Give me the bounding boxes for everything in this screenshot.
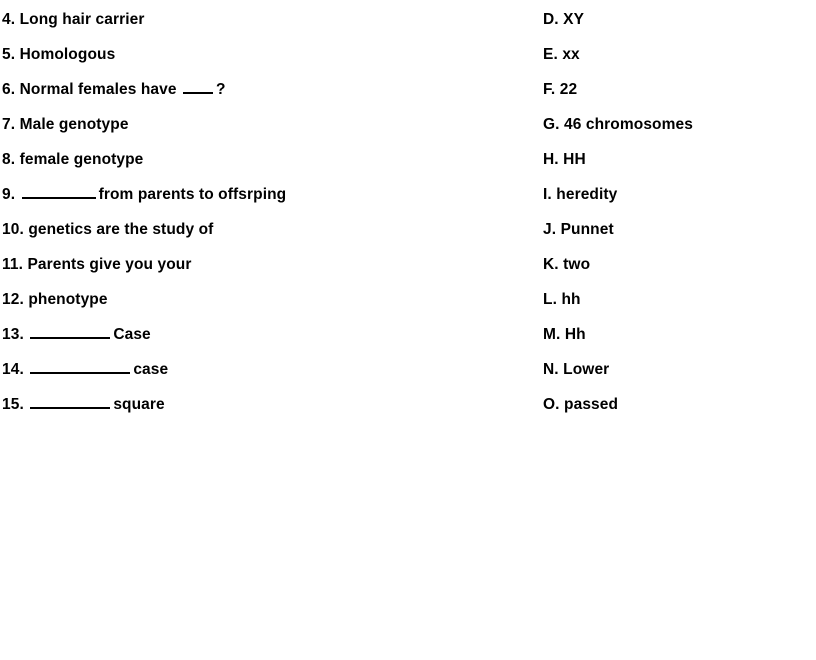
question-text: female genotype [19,151,144,168]
matching-row [0,79,816,114]
answer-blank[interactable] [22,184,96,199]
answer-text: Lower [563,361,610,378]
answer-choice-F[interactable] [543,79,577,101]
answer-text: 46 chromosomes [564,116,693,133]
answer-blank[interactable] [30,394,110,409]
matching-row [0,254,816,289]
question-number: 9. [2,186,16,203]
question-number: 13. [2,326,24,343]
question-text: Homologous [19,46,116,63]
answer-letter: N. [543,361,559,378]
answer-text: xx [562,46,580,63]
answer-letter: E. [543,46,558,63]
question-item-12[interactable] [2,289,108,311]
question-text: Male genotype [19,116,129,133]
answer-letter: F. [543,81,556,98]
answer-letter: K. [543,256,559,273]
answer-letter: O. [543,396,560,413]
answer-choice-I[interactable] [543,184,617,206]
matching-row [0,184,816,219]
question-item-5[interactable] [2,44,115,66]
question-item-6[interactable] [2,79,226,101]
answer-text: heredity [556,186,618,203]
answer-blank[interactable] [30,359,130,374]
answer-choice-J[interactable] [543,219,614,241]
question-text: Long hair carrier [19,11,145,28]
answer-letter: H. [543,151,559,168]
answer-choice-G[interactable] [543,114,693,136]
question-item-15[interactable] [2,394,165,416]
question-number: 6. [2,81,16,98]
answer-text: 22 [559,81,578,98]
answer-text: HH [563,151,586,168]
matching-row [0,114,816,149]
answer-choice-M[interactable] [543,324,586,346]
matching-row [0,289,816,324]
question-text-trailing: ? [216,81,226,98]
question-number: 12. [2,291,24,308]
matching-row [0,219,816,254]
question-text-trailing: square [113,396,165,413]
answer-text: Hh [564,326,586,343]
answer-text: Punnet [560,221,614,238]
question-item-7[interactable] [2,114,129,136]
matching-row [0,9,816,44]
question-text-trailing: from parents to offsrping [98,186,287,203]
answer-choice-D[interactable] [543,9,584,31]
answer-choice-N[interactable] [543,359,609,381]
question-item-9[interactable] [2,184,286,206]
answer-letter: I. [543,186,552,203]
matching-row [0,324,816,359]
matching-row [0,0,816,9]
question-text: Normal females have [19,81,177,98]
question-number: 10. [2,221,24,238]
question-number: 4. [2,11,16,28]
question-text: phenotype [28,291,108,308]
answer-text: passed [564,396,619,413]
question-number: 8. [2,151,16,168]
question-item-8[interactable] [2,149,143,171]
question-text: Parents give you your [27,256,192,273]
question-item-13[interactable] [2,324,151,346]
question-number: 5. [2,46,16,63]
question-text-trailing: Case [113,326,151,343]
question-item-4[interactable] [2,9,144,31]
answer-blank[interactable] [30,324,110,339]
matching-row [0,149,816,184]
answer-choice-E[interactable] [543,44,580,66]
answer-letter: D. [543,11,559,28]
answer-choice-O[interactable] [543,394,618,416]
question-number: 7. [2,116,16,133]
answer-letter: L. [543,291,557,308]
question-text-trailing: case [133,361,169,378]
question-text: genetics are the study of [28,221,214,238]
question-number: 14. [2,361,24,378]
answer-blank[interactable] [183,79,213,94]
answer-text: XY [563,11,585,28]
question-item-11[interactable] [2,254,192,276]
question-number: 15. [2,396,24,413]
answer-letter: M. [543,326,561,343]
answer-text: two [563,256,591,273]
answer-choice-L[interactable] [543,289,581,311]
answer-text: hh [561,291,581,308]
answer-choice-H[interactable] [543,149,586,171]
matching-row [0,44,816,79]
question-number: 11. [2,256,23,273]
matching-row [0,394,816,429]
matching-row [0,359,816,394]
answer-letter: J. [543,221,557,238]
question-item-14[interactable] [2,359,168,381]
answer-letter: G. [543,116,560,133]
question-item-10[interactable] [2,219,213,241]
answer-choice-K[interactable] [543,254,590,276]
